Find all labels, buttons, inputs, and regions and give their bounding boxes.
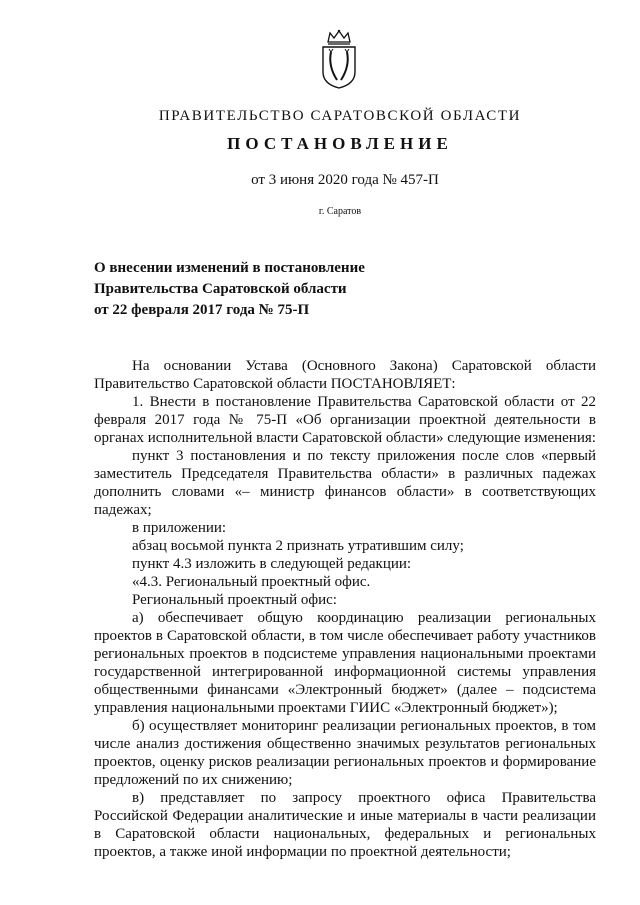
body-paragraph: а) обеспечивает общую координацию реализации региональных проектов в Саратовской области, в том числе обеспечивает работу участников региональных проектов в подсистеме управления национальными проектами государственной интегрированной информационной системы управления общественными финансами «Электронный бюджет» (далее – подсистема управления национальными проектами ГИИС «Электронный бюджет»); [94,610,596,716]
body-paragraph: Региональный проектный офис: [132,592,337,608]
coat-of-arms-icon [319,28,359,90]
body-paragraph: «4.3. Региональный проектный офис. [132,574,371,590]
document-body [94,357,596,861]
document-city: г. Саратов [318,206,362,217]
document-subject [94,258,454,321]
body-paragraph: На основании Устава (Основного Закона) Саратовской области Правительство Саратовской области ПОСТАНОВЛЯЕТ: [94,358,596,392]
body-paragraph: 1. Внести в постановление Правительства Саратовской области от 22 февраля 2017 года № 75-П «Об организации проектной деятельности в органах исполнительной власти Саратовской области» следующие изменения: [94,394,596,446]
subject-line: О внесении изменений в постановление [94,260,365,276]
subject-line: Правительства Саратовской области [94,281,347,297]
government-name: ПРАВИТЕЛЬСТВО САРАТОВСКОЙ ОБЛАСТИ [158,108,522,124]
document-date-number: от 3 июня 2020 года № 457-П [251,172,439,188]
body-paragraph: б) осуществляет мониторинг реализации региональных проектов, в том числе анализ достижения общественно значимых результатов региональных проектов, оценку рисков реализации региональных проектов и формирование предложений по их снижению; [94,718,596,788]
subject-line: от 22 февраля 2017 года № 75-П [94,302,310,318]
body-paragraph: пункт 3 постановления и по тексту приложения после слов «первый заместитель Председателя Правительства области» в различных падежах дополнить словами «– министр финансов области» в соответствующих падежах; [94,448,596,518]
body-paragraph: пункт 4.3 изложить в следующей редакции: [132,556,412,572]
body-paragraph: абзац восьмой пункта 2 признать утратившим силу; [132,538,464,554]
body-paragraph: в приложении: [132,520,227,536]
document-type: ПОСТАНОВЛЕНИЕ [227,134,453,153]
body-paragraph: в) представляет по запросу проектного офиса Правительства Российской Федерации аналитические и иные материалы в части реализации в Саратовской области национальных, федеральных и региональных проектов, а также иной информации по проектной деятельности; [94,790,596,860]
